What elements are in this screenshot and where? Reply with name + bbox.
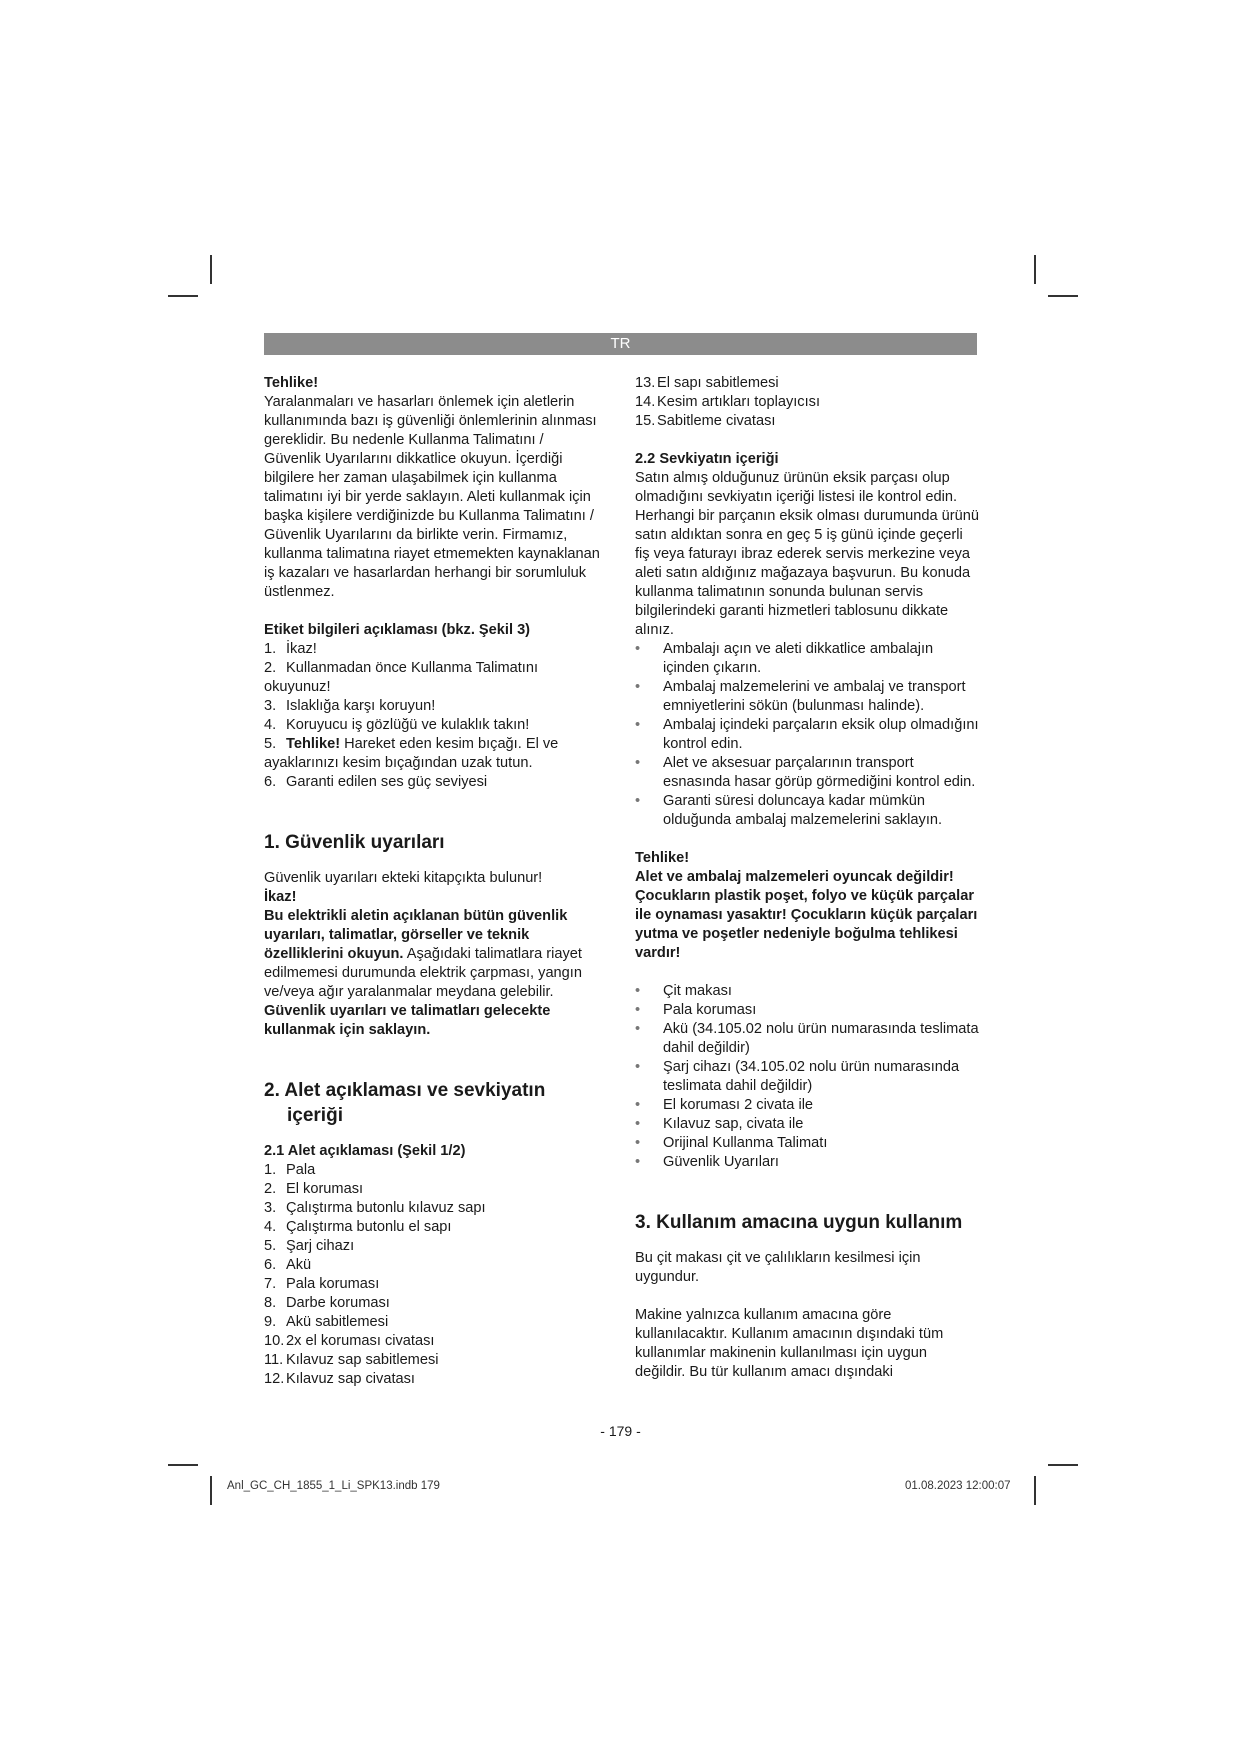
section-1-title: 1. Güvenlik uyarıları bbox=[264, 832, 445, 853]
list-item: • Şarj cihazı (34.105.02 nolu ürün numarasında teslimata dahil değildir) bbox=[635, 1058, 980, 1096]
list-item: • Pala koruması bbox=[635, 1001, 980, 1020]
list-item: 4. Koruyucu iş gözlüğü ve kulaklık takın! bbox=[264, 717, 530, 733]
list-item: 5. Şarj cihazı bbox=[264, 1238, 355, 1254]
footer-datetime: 01.08.2023 12:00:07 bbox=[905, 1480, 1011, 1492]
section-2-1-title: 2.1 Alet açıklaması (Şekil 1/2) bbox=[264, 1143, 466, 1159]
list-item: 1. Pala bbox=[264, 1162, 316, 1178]
list-item: 8. Darbe koruması bbox=[264, 1295, 390, 1311]
list-item: • Alet ve aksesuar parçalarının transport esnasında hasar görüp görmediğini kontrol edin. bbox=[635, 754, 980, 792]
list-item: • Ambalajı açın ve aleti dikkatlice ambalajın içinden çıkarın. bbox=[635, 640, 980, 678]
list-item: 10. 2x el koruması civatası bbox=[264, 1333, 435, 1349]
list-item: • Orijinal Kullanma Talimatı bbox=[635, 1134, 980, 1153]
section-1-paragraph: Güvenlik uyarıları ekteki kitapçıkta bulunur! bbox=[264, 870, 543, 886]
list-item: • El koruması 2 civata ile bbox=[635, 1096, 980, 1115]
right-column bbox=[635, 374, 980, 1382]
list-item: 1. İkaz! bbox=[264, 641, 317, 657]
list-item: 14. Kesim artıkları toplayıcısı bbox=[635, 394, 821, 410]
section-2-title: 2. Alet açıklaması ve sevkiyatın içeriği bbox=[264, 1080, 546, 1126]
crop-mark bbox=[210, 255, 212, 284]
list-item: 7. Pala koruması bbox=[264, 1276, 380, 1292]
label-info-list bbox=[264, 640, 604, 792]
crop-mark bbox=[168, 1464, 198, 1466]
list-item: 2. El koruması bbox=[264, 1181, 364, 1197]
list-item: 12. Kılavuz sap civatası bbox=[264, 1371, 415, 1387]
danger-paragraph: Yaralanmaları ve hasarları önlemek için aletlerin kullanımında bazı iş güvenliği önlemlerinin alınması gereklidir. Bu nedenle Kullanma Talimatını / Güvenlik Uyarılarını dikkatlice okuyun. İçerdiği bilgilere her zaman ulaşabilmek için kullanma talimatını iyi bir yerde saklayın. Aleti kullanmak için başka kişilere verdiğinizde bu Kullanma Talimatını / Güvenlik Uyarılarını da birlikte verin. Firmamız, kullanma talimatına riayet etmemekten kaynaklanan iş kazaları ve hasarlardan herhangi bir sorumluluk üstlenmez. bbox=[264, 394, 600, 600]
list-item: 6. Akü bbox=[264, 1257, 312, 1273]
left-column bbox=[264, 374, 604, 1389]
warning-heading: İkaz! bbox=[264, 889, 297, 905]
list-item: 13. El sapı sabitlemesi bbox=[635, 375, 779, 391]
list-item: 4. Çalıştırma butonlu el sapı bbox=[264, 1219, 452, 1235]
parts-list-continued bbox=[635, 374, 980, 431]
list-item: 9. Akü sabitlemesi bbox=[264, 1314, 389, 1330]
section-2-2-title: 2.2 Sevkiyatın içeriği bbox=[635, 451, 779, 467]
section-3-title: 3. Kullanım amacına uygun kullanım bbox=[635, 1212, 963, 1233]
list-item: 3. Islaklığa karşı koruyun! bbox=[264, 698, 436, 714]
crop-mark bbox=[1034, 1476, 1036, 1505]
unpacking-list bbox=[635, 640, 980, 830]
list-item: • Güvenlik Uyarıları bbox=[635, 1153, 980, 1172]
list-item: • Akü (34.105.02 nolu ürün numarasında teslimata dahil değildir) bbox=[635, 1020, 980, 1058]
language-label: TR bbox=[610, 335, 631, 352]
label-info-heading: Etiket bilgileri açıklaması (bkz. Şekil 3) bbox=[264, 622, 531, 638]
crop-mark bbox=[168, 295, 198, 297]
section-3-paragraph-1: Bu çit makası çit ve çalılıkların kesilmesi için uygundur. bbox=[635, 1250, 921, 1285]
list-item: 11. Kılavuz sap sabitlemesi bbox=[264, 1352, 439, 1368]
crop-mark bbox=[1048, 1464, 1078, 1466]
parts-list bbox=[264, 1161, 604, 1389]
crop-mark bbox=[210, 1476, 212, 1505]
list-item: 15. Sabitleme civatası bbox=[635, 413, 776, 429]
list-item: • Ambalaj içindeki parçaların eksik olup olmadığını kontrol edin. bbox=[635, 716, 980, 754]
list-item: 5. Tehlike! Hareket eden kesim bıçağı. El ve ayaklarınızı kesim bıçağından uzak tutun. bbox=[264, 736, 559, 771]
list-item: • Kılavuz sap, civata ile bbox=[635, 1115, 980, 1134]
danger-heading-2: Tehlike! bbox=[635, 850, 690, 866]
list-item: 2. Kullanmadan önce Kullanma Talimatını okuyunuz! bbox=[264, 660, 539, 695]
section-3-paragraph-2: Makine yalnızca kullanım amacına göre kullanılacaktır. Kullanım amacının dışındaki tüm kullanımlar makinenin kullanılması için uygun değildir. Bu tür kullanım amacı dışındaki bbox=[635, 1307, 944, 1380]
crop-mark bbox=[1048, 295, 1078, 297]
list-item: 3. Çalıştırma butonlu kılavuz sapı bbox=[264, 1200, 486, 1216]
delivery-contents-list bbox=[635, 982, 980, 1172]
danger-paragraph-2: Alet ve ambalaj malzemeleri oyuncak değildir! Çocukların plastik poşet, folyo ve küçük parçalar ile oynaması yasaktır! Çocukların küçük parçaları yutma ve poşetler nedeniyle boğulma tehlikesi vardır! bbox=[635, 869, 978, 961]
list-item: • Garanti süresi doluncaya kadar mümkün olduğunda ambalaj malzemelerini saklayın. bbox=[635, 792, 980, 830]
footer-filename: Anl_GC_CH_1855_1_Li_SPK13.indb 179 bbox=[227, 1480, 440, 1492]
danger-heading: Tehlike! bbox=[264, 375, 319, 391]
language-header-bar bbox=[264, 333, 977, 355]
section-1-keep-text: Güvenlik uyarıları ve talimatları gelecekte kullanmak için saklayın. bbox=[264, 1003, 551, 1038]
page-number: - 179 - bbox=[600, 1423, 641, 1439]
crop-mark bbox=[1034, 255, 1036, 284]
list-item: • Çit makası bbox=[635, 982, 980, 1001]
list-item: 6. Garanti edilen ses güç seviyesi bbox=[264, 774, 488, 790]
list-item: • Ambalaj malzemelerini ve ambalaj ve transport emniyetlerini sökün (bulunması halinde). bbox=[635, 678, 980, 716]
section-1-warning-text: Bu elektrikli aletin açıklanan bütün güvenlik uyarıları, talimatlar, görseller ve teknik özelliklerini okuyun. Aşağıdaki talimatlara riayet edilmemesi durumunda elektrik çarpması, yangın ve/veya ağır yaralanmalar meydana gelebilir. bbox=[264, 908, 582, 1000]
section-2-2-paragraph: Satın almış olduğunuz ürünün eksik parçası olup olmadığını sevkiyatın içeriği listesi ile kontrol edin. Herhangi bir parçanın eksik olması durumunda ürünü satın aldıktan sonra en geç 5 iş günü içinde geçerli fiş veya faturayı ibraz ederek servis merkezine veya aleti satın aldığınız mağazaya başvurun. Bu konuda kullanma talimatının sonunda bulunan servis bilgilerindeki garanti hizmetleri tablosunu dikkate alınız. bbox=[635, 470, 979, 638]
